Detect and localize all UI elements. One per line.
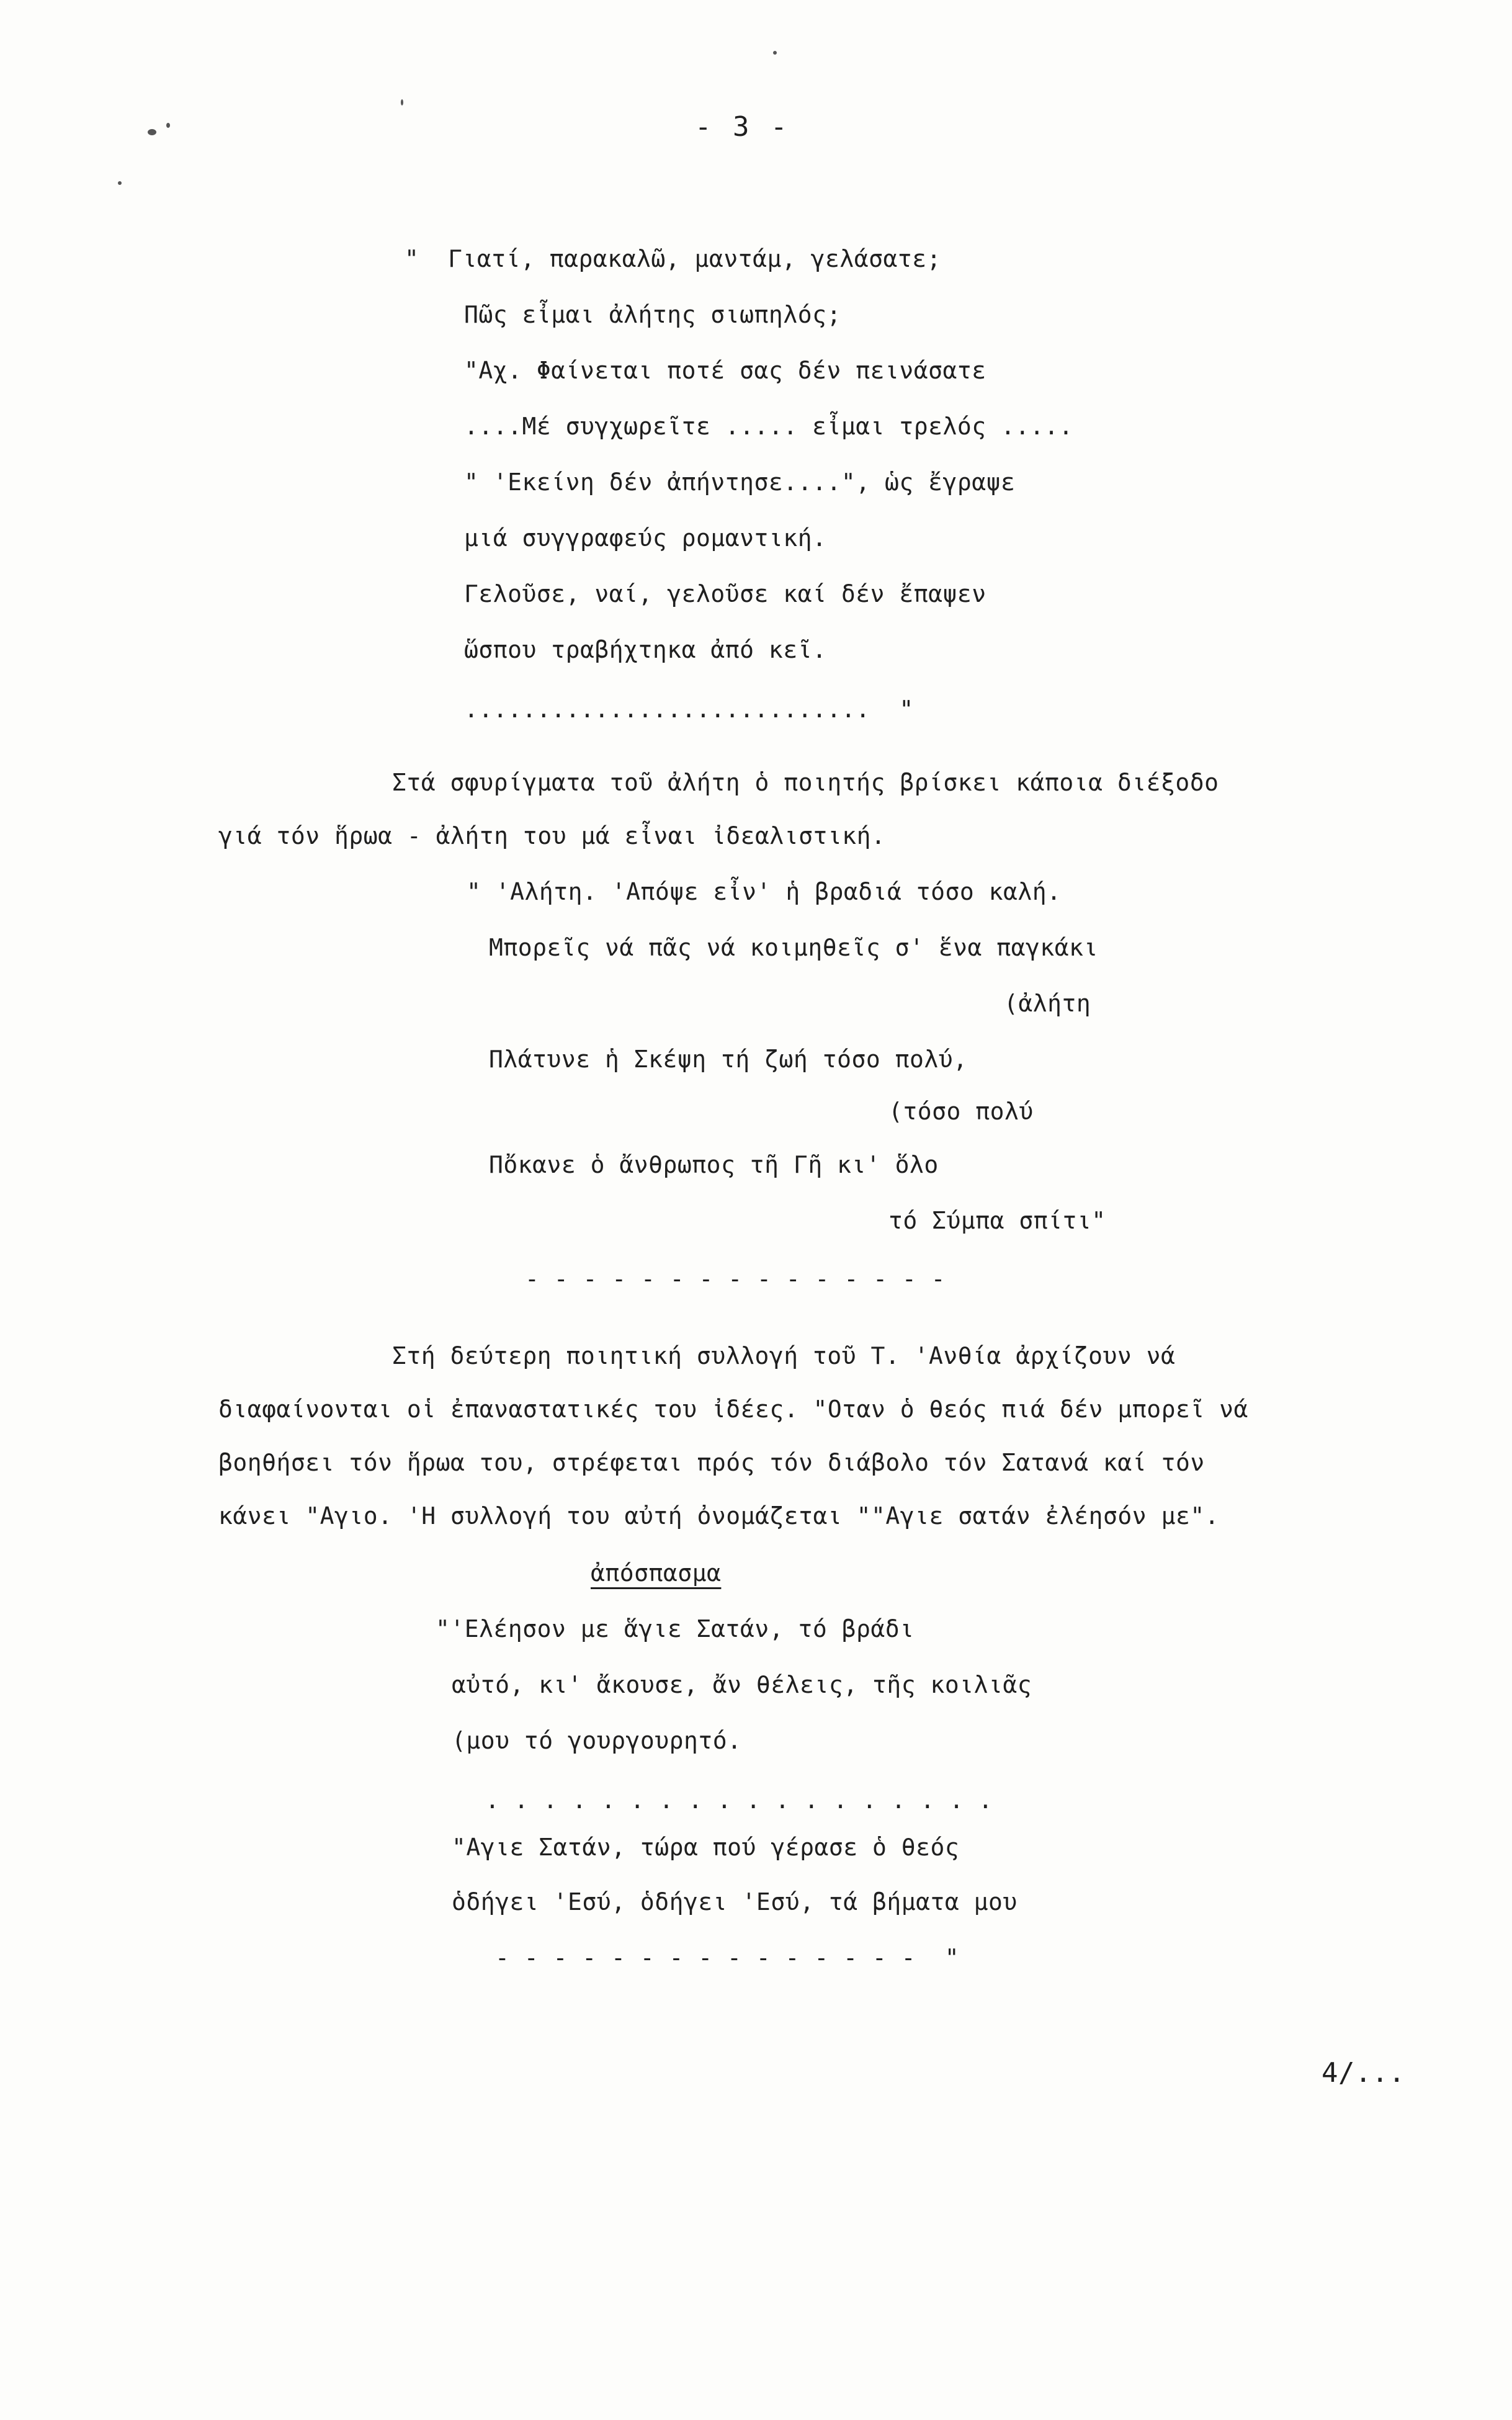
poem-line: αὐτό, κι' ἄκουσε, ἄν θέλεις, τῆς κοιλιᾶς [452,1671,1032,1698]
paragraph-line: Στή δεύτερη ποιητική συλλογή τοῦ Τ. 'Ανθία ἀρχίζουν νά [392,1342,1176,1369]
paragraph-line: βοηθήσει τόν ἥρωα του, στρέφεται πρός τόν διάβολο τόν Σατανά καί τόν [218,1449,1205,1476]
poem-line: Πλάτυνε ἡ Σκέψη τή ζωή τόσο πολύ, [489,1046,968,1073]
poem-line: " 'Εκείνη δέν ἀπήντησε....", ὡς ἔγραψε [464,468,1016,496]
scan-speck [148,129,156,135]
poem-line: Πὄκανε ὁ ἄνθρωπος τῆ Γῆ κι' ὅλο [489,1151,939,1178]
poem-line: Γελοῦσε, ναί, γελοῦσε καί δέν ἔπαψεν [464,580,986,607]
scan-speck [773,51,777,55]
poem-line: (τόσο πολύ [888,1098,1034,1125]
separator-dashes: - - - - - - - - - - - - - - - [525,1265,946,1293]
continuation-mark: 4/... [1322,2057,1405,2089]
separator-dashes: - - - - - - - - - - - - - - - " [495,1944,960,1971]
poem-line: μιά συγγραφεύς ρομαντική. [464,524,827,552]
page-number: - 3 - [695,111,790,143]
poem-line: (ἀλήτη [1004,990,1091,1017]
poem-line: (μου τό γουργουρητό. [452,1727,742,1754]
poem-line: Πῶς εἶμαι ἀλήτης σιωπηλός; [464,301,841,328]
poem-line: ....Μέ συγχωρεῖτε ..... εἶμαι τρελός ..... [464,413,1073,440]
poem-line: "'Ελέησον με ἅγιε Σατάν, τό βράδι [436,1615,915,1642]
paragraph-line: κάνει "Αγιο. 'Η συλλογή του αὐτή ὀνομάζεται ""Αγιε σατάν ἐλέησόν με". [218,1502,1220,1530]
excerpt-heading: ἀπόσπασμα [591,1559,722,1587]
poem-ellipsis-line: ............................ " [464,696,914,723]
paragraph-line: γιά τόν ἥρωα - ἀλήτη του μά εἶναι ἰδεαλιστική. [218,822,886,849]
poem-line: " 'Αλήτη. 'Απόψε εἶν' ἡ βραδιά τόσο καλή. [467,878,1062,905]
poem-line: "Αχ. Φαίνεται ποτέ σας δέν πεινάσατε [464,357,986,384]
scan-speck [166,123,170,128]
poem-line: " Γιατί, παρακαλῶ, μαντάμ, γελάσατε; [405,245,941,272]
scan-speck [401,99,403,105]
poem-line: "Αγιε Σατάν, τώρα πού γέρασε ὁ θεός [452,1834,960,1861]
poem-line: Μπορεῖς νά πᾶς νά κοιμηθεῖς σ' ἕνα παγκάκι [489,934,1098,961]
paragraph-line: Στά σφυρίγματα τοῦ ἀλήτη ὁ ποιητής βρίσκει κάποια διέξοδο [392,769,1219,796]
poem-line: τό Σύμπα σπίτι" [888,1207,1106,1234]
paragraph-line: διαφαίνονται οἱ ἐπαναστατικές του ἰδέες. "Οταν ὁ θεός πιά δέν μπορεῖ νά [218,1396,1248,1423]
poem-line: ὁδήγει 'Εσύ, ὁδήγει 'Εσύ, τά βήματα μου [452,1888,1018,1916]
scan-speck [118,181,122,185]
poem-dotted-line: . . . . . . . . . . . . . . . . . . [485,1786,993,1814]
poem-line: ὥσπου τραβήχτηκα ἀπό κεῖ. [464,636,827,663]
